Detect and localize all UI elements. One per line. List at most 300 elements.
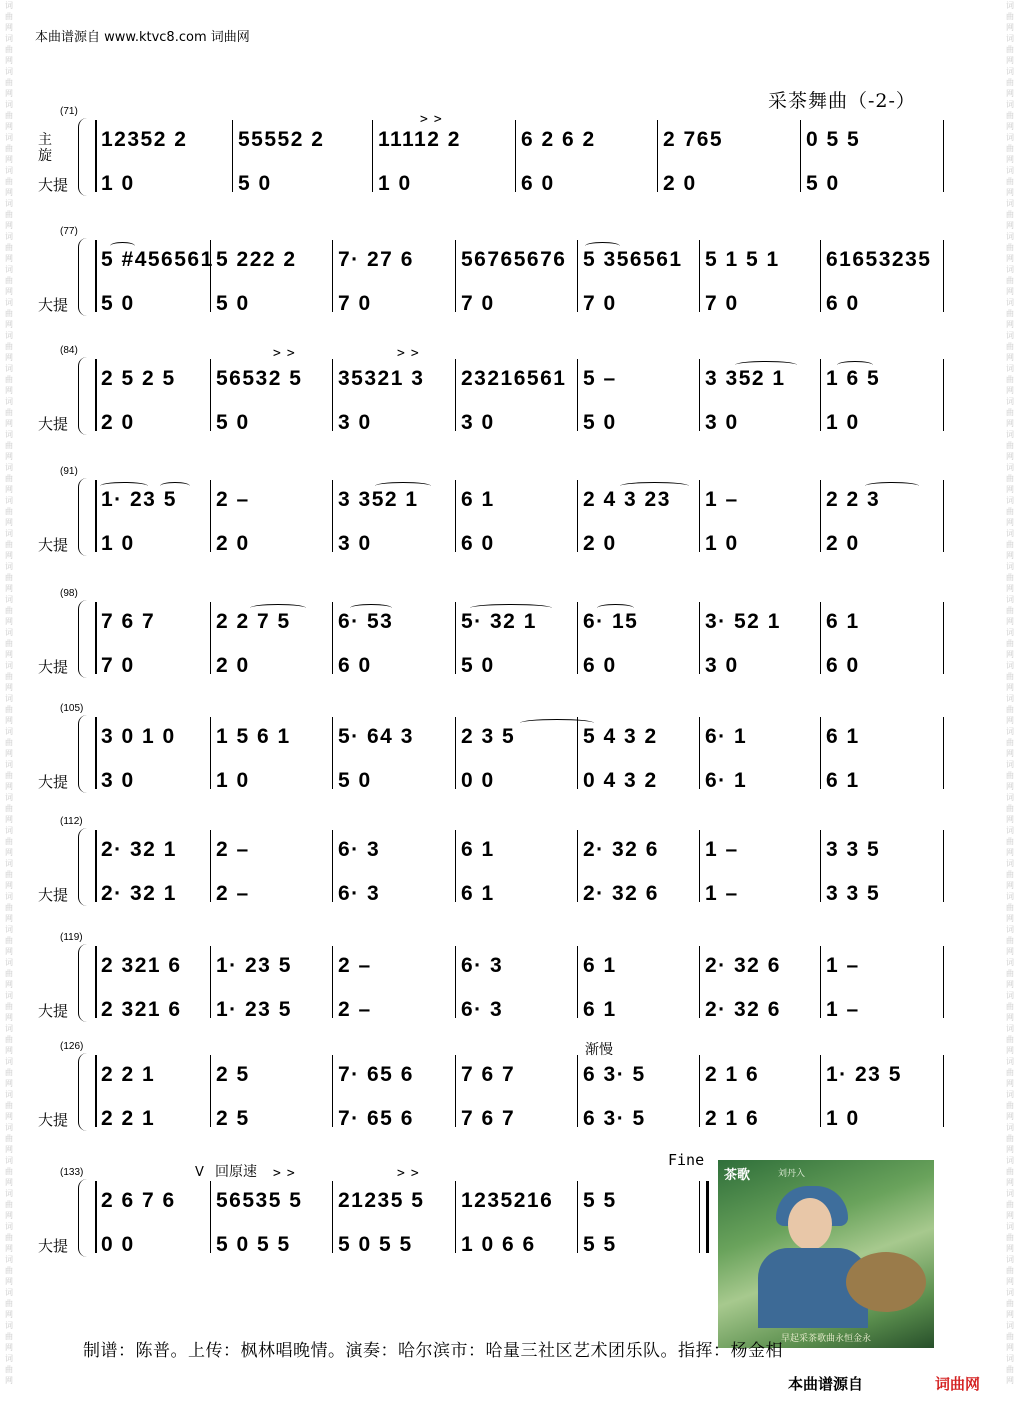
- watermark-glyph: 曲: [5, 1299, 13, 1308]
- melody-measure: 6· 3: [461, 954, 504, 977]
- slur-mark: [597, 604, 634, 612]
- system-brace: [78, 478, 87, 556]
- watermark-glyph: 曲: [1006, 1002, 1014, 1011]
- bass-measure: 2 2 1: [101, 1107, 156, 1130]
- watermark-glyph: 词: [5, 100, 13, 109]
- watermark-glyph: 网: [5, 1112, 13, 1121]
- melody-measure: 5· 64 3: [338, 725, 414, 748]
- watermark-glyph: 网: [1006, 155, 1014, 164]
- slur-mark: [110, 242, 135, 250]
- watermark-glyph: 曲: [5, 1101, 13, 1110]
- barline: [372, 120, 373, 192]
- barline: [943, 946, 944, 1018]
- barline: [577, 240, 578, 312]
- watermark-glyph: 词: [1006, 562, 1014, 571]
- watermark-glyph: 网: [5, 221, 13, 230]
- watermark-glyph: 网: [5, 716, 13, 725]
- watermark-glyph: 网: [5, 1178, 13, 1187]
- watermark-glyph: 词: [1006, 529, 1014, 538]
- barline: [455, 602, 456, 674]
- melody-measure: 0 5 5: [806, 128, 861, 151]
- melody-measure: 1· 23 5: [826, 1063, 902, 1086]
- watermark-glyph: 词: [5, 1090, 13, 1099]
- melody-measure: 7· 27 6: [338, 248, 414, 271]
- watermark-glyph: 曲: [5, 1332, 13, 1341]
- watermark-glyph: 曲: [1006, 210, 1014, 219]
- watermark-glyph: 词: [1006, 628, 1014, 637]
- score-system: [0, 1041, 1020, 1137]
- watermark-glyph: 词: [1006, 463, 1014, 472]
- barline: [699, 717, 700, 789]
- watermark-glyph: 词: [1006, 166, 1014, 175]
- watermark-glyph: 词: [1006, 859, 1014, 868]
- barline: [577, 946, 578, 1018]
- bass-measure: 6 1: [583, 998, 617, 1021]
- watermark-glyph: 网: [5, 1046, 13, 1055]
- watermark-glyph: 曲: [1006, 639, 1014, 648]
- watermark-glyph: 曲: [5, 12, 13, 21]
- melody-measure: 2 2 7 5: [216, 610, 291, 633]
- barline: [455, 717, 456, 789]
- watermark-glyph: 曲: [5, 45, 13, 54]
- photo-title: 茶歌: [724, 1168, 751, 1183]
- watermark-glyph: 网: [5, 23, 13, 32]
- score-system: [0, 466, 1020, 562]
- watermark-glyph: 曲: [1006, 936, 1014, 945]
- bass-measure: 5 0 5 5: [216, 1233, 291, 1256]
- measure-number: (105): [60, 703, 84, 714]
- watermark-glyph: 词: [5, 1057, 13, 1066]
- watermark-glyph: 曲: [5, 78, 13, 87]
- watermark-glyph: 网: [1006, 650, 1014, 659]
- melody-measure: 6 1: [461, 488, 495, 511]
- measure-number: (84): [60, 345, 78, 356]
- bass-measure: 3 0: [338, 411, 372, 434]
- measure-number: (133): [60, 1167, 84, 1178]
- watermark-glyph: 曲: [5, 507, 13, 516]
- barline: [943, 480, 944, 552]
- watermark-glyph: 词: [5, 265, 13, 274]
- score-system: [0, 106, 1020, 202]
- watermark-glyph: 曲: [1006, 111, 1014, 120]
- watermark-glyph: 曲: [1006, 705, 1014, 714]
- bass-measure: 1 0: [101, 532, 135, 555]
- measure-number: (77): [60, 226, 78, 237]
- melody-measure: 3· 52 1: [705, 610, 781, 633]
- watermark-glyph: 词: [5, 1189, 13, 1198]
- watermark-glyph: 网: [1006, 1112, 1014, 1121]
- watermark-glyph: 网: [5, 1013, 13, 1022]
- bass-part-label: 大提: [38, 1111, 69, 1129]
- bass-measure: 0 4 3 2: [583, 769, 658, 792]
- watermark-glyph: 网: [5, 122, 13, 131]
- watermark-glyph: 词: [1006, 430, 1014, 439]
- watermark-glyph: 词: [1006, 1156, 1014, 1165]
- watermark-glyph: 网: [1006, 353, 1014, 362]
- barline: [577, 480, 578, 552]
- watermark-glyph: 词: [1006, 1189, 1014, 1198]
- album-photo: [718, 1160, 934, 1348]
- measure-number: (98): [60, 588, 78, 599]
- barline: [943, 602, 944, 674]
- watermark-glyph: 词: [1006, 100, 1014, 109]
- watermark-glyph: 词: [1006, 1057, 1014, 1066]
- watermark-glyph: 曲: [1006, 738, 1014, 747]
- watermark-glyph: 网: [1006, 1343, 1014, 1352]
- bass-measure: 5 0 5 5: [338, 1233, 413, 1256]
- system-brace: [78, 1053, 87, 1131]
- watermark-glyph: 词: [5, 925, 13, 934]
- watermark-glyph: 曲: [1006, 474, 1014, 483]
- bass-measure: 2 321 6: [101, 998, 182, 1021]
- score-system: [0, 932, 1020, 1028]
- watermark-glyph: 网: [1006, 1145, 1014, 1154]
- melody-measure: 5 222 2: [216, 248, 297, 271]
- melody-measure: 7· 65 6: [338, 1063, 414, 1086]
- watermark-glyph: 网: [1006, 881, 1014, 890]
- barline: [95, 1181, 97, 1253]
- melody-measure: 2 2 3: [826, 488, 881, 511]
- watermark-glyph: 网: [1006, 188, 1014, 197]
- watermark-glyph: 网: [1006, 56, 1014, 65]
- bass-measure: 5 0: [101, 292, 135, 315]
- watermark-glyph: 曲: [1006, 309, 1014, 318]
- watermark-glyph: 词: [1006, 364, 1014, 373]
- watermark-glyph: 网: [1006, 1046, 1014, 1055]
- melody-measure: 2· 32 6: [583, 838, 659, 861]
- watermark-glyph: 曲: [1006, 78, 1014, 87]
- bass-measure: 0 0: [461, 769, 495, 792]
- watermark-glyph: 词: [1006, 1, 1014, 10]
- watermark-glyph: 词: [5, 892, 13, 901]
- watermark-glyph: 曲: [5, 903, 13, 912]
- melody-measure: 2 1 6: [705, 1063, 760, 1086]
- barline: [210, 1055, 211, 1127]
- barline: [95, 717, 97, 789]
- watermark-glyph: 曲: [5, 243, 13, 252]
- bass-measure: 2 0: [826, 532, 860, 555]
- melody-measure: 2 765: [663, 128, 724, 151]
- melody-measure: 1 5 6 1: [216, 725, 291, 748]
- slur-mark: [520, 719, 594, 727]
- barline: [455, 480, 456, 552]
- watermark-glyph: 词: [1006, 199, 1014, 208]
- watermark-glyph: 词: [5, 1, 13, 10]
- bass-measure: 1 0 6 6: [461, 1233, 536, 1256]
- photo-caption: 早起采茶歌曲永恒金永: [780, 1334, 871, 1344]
- watermark-glyph: 网: [1006, 254, 1014, 263]
- melody-measure: 56532 5: [216, 367, 303, 390]
- score-system: [0, 816, 1020, 912]
- barline: [455, 359, 456, 431]
- melody-measure: 56765676: [461, 248, 567, 271]
- watermark-glyph: 网: [5, 683, 13, 692]
- barline: [699, 602, 700, 674]
- watermark-glyph: 词: [1006, 397, 1014, 406]
- watermark-glyph: 曲: [5, 837, 13, 846]
- watermark-glyph: 网: [5, 1343, 13, 1352]
- barline: [210, 480, 211, 552]
- watermark-glyph: 曲: [1006, 672, 1014, 681]
- watermark-glyph: 曲: [5, 672, 13, 681]
- watermark-glyph: 词: [1006, 1024, 1014, 1033]
- watermark-glyph: 网: [5, 1244, 13, 1253]
- score-system: [0, 345, 1020, 441]
- barline: [455, 830, 456, 902]
- watermark-glyph: 曲: [5, 1266, 13, 1275]
- watermark-glyph: 词: [5, 1156, 13, 1165]
- bass-measure: 3 0: [338, 532, 372, 555]
- watermark-glyph: 曲: [5, 144, 13, 153]
- watermark-glyph: 网: [5, 914, 13, 923]
- watermark-glyph: 词: [5, 1321, 13, 1330]
- watermark-glyph: 曲: [5, 1068, 13, 1077]
- watermark-glyph: 词: [5, 1288, 13, 1297]
- barline: [943, 717, 944, 789]
- bass-measure: 0 0: [101, 1233, 135, 1256]
- barline: [455, 1055, 456, 1127]
- watermark-glyph: 网: [1006, 1310, 1014, 1319]
- watermark-glyph: 曲: [5, 342, 13, 351]
- bass-measure: 7 0: [461, 292, 495, 315]
- watermark-glyph: 网: [1006, 452, 1014, 461]
- barline: [95, 480, 97, 552]
- watermark-glyph: 网: [1006, 386, 1014, 395]
- system-brace: [78, 828, 87, 906]
- bass-measure: 2 –: [216, 882, 250, 905]
- barline: [699, 830, 700, 902]
- barline: [95, 240, 97, 312]
- watermark-glyph: 曲: [5, 1134, 13, 1143]
- slur-mark: [735, 361, 797, 369]
- bass-measure: 5 0: [583, 411, 617, 434]
- bass-measure: 6 0: [826, 654, 860, 677]
- melody-measure: 5 1 5 1: [705, 248, 780, 271]
- watermark-glyph: 词: [1006, 793, 1014, 802]
- watermark-glyph: 曲: [5, 1002, 13, 1011]
- watermark-glyph: 曲: [1006, 837, 1014, 846]
- accent-mark: >>: [420, 112, 448, 127]
- watermark-glyph: 曲: [1006, 1233, 1014, 1242]
- watermark-glyph: 曲: [1006, 276, 1014, 285]
- watermark-glyph: 曲: [5, 111, 13, 120]
- melody-measure: 6 1: [826, 725, 860, 748]
- watermark-glyph: 词: [5, 1024, 13, 1033]
- melody-measure: 6· 3: [338, 838, 381, 861]
- watermark-glyph: 曲: [5, 705, 13, 714]
- watermark-glyph: 网: [1006, 23, 1014, 32]
- barline: [455, 1181, 456, 1253]
- watermark-glyph: 曲: [1006, 441, 1014, 450]
- melody-measure: 1 –: [705, 488, 739, 511]
- watermark-glyph: 曲: [5, 1233, 13, 1242]
- footer-source-label: 本曲谱源自: [788, 1375, 864, 1393]
- melody-measure: 6 1: [826, 610, 860, 633]
- watermark-glyph: 网: [1006, 551, 1014, 560]
- watermark-glyph: 曲: [5, 276, 13, 285]
- watermark-glyph: 曲: [1006, 573, 1014, 582]
- system-brace: [78, 1179, 87, 1257]
- melody-measure: 5 –: [583, 367, 617, 390]
- bass-measure: 5 0: [806, 172, 840, 195]
- barline: [699, 946, 700, 1018]
- bass-measure: 5 0: [238, 172, 272, 195]
- bass-measure: 3 0: [705, 654, 739, 677]
- melody-measure: 35321 3: [338, 367, 425, 390]
- barline: [577, 830, 578, 902]
- barline: [699, 1055, 700, 1127]
- watermark-glyph: 曲: [1006, 1134, 1014, 1143]
- watermark-glyph: 网: [5, 947, 13, 956]
- barline: [820, 717, 821, 789]
- watermark-glyph: 网: [5, 254, 13, 263]
- measure-number: (126): [60, 1041, 84, 1052]
- barline: [943, 240, 944, 312]
- barline: [332, 602, 333, 674]
- watermark-glyph: 网: [1006, 749, 1014, 758]
- barline: [232, 120, 233, 192]
- watermark-glyph: 词: [1006, 727, 1014, 736]
- watermark-glyph: 词: [1006, 133, 1014, 142]
- bass-measure: 5 0: [461, 654, 495, 677]
- watermark-glyph: 词: [1006, 661, 1014, 670]
- melody-measure: 1 6 5: [826, 367, 881, 390]
- system-brace: [78, 357, 87, 435]
- barline: [577, 717, 578, 789]
- watermark-glyph: 词: [1006, 1255, 1014, 1264]
- watermark-glyph: 网: [5, 584, 13, 593]
- watermark-glyph: 网: [5, 881, 13, 890]
- bass-measure: 5 0: [338, 769, 372, 792]
- barline: [577, 359, 578, 431]
- melody-measure: 2 4 3 23: [583, 488, 671, 511]
- bass-measure: 5 0: [216, 411, 250, 434]
- bass-measure: 1 0: [705, 532, 739, 555]
- watermark-glyph: 曲: [1006, 606, 1014, 615]
- watermark-glyph: 曲: [5, 210, 13, 219]
- watermark-glyph: 网: [5, 1211, 13, 1220]
- melody-measure: 3 0 1 0: [101, 725, 176, 748]
- melody-measure: 1 –: [826, 954, 860, 977]
- melody-measure: 56535 5: [216, 1189, 303, 1212]
- bass-measure: 2 0: [216, 654, 250, 677]
- melody-measure: 5 #456561: [101, 248, 214, 271]
- watermark-glyph: 网: [5, 551, 13, 560]
- watermark-glyph: 曲: [1006, 1200, 1014, 1209]
- watermark-glyph: 词: [5, 661, 13, 670]
- photo-basket: [846, 1252, 926, 1312]
- melody-measure: 2 –: [216, 838, 250, 861]
- page-title: 采茶舞曲（-2-）: [768, 90, 916, 112]
- measure-number: (119): [60, 932, 83, 943]
- bass-part-label: 大提: [38, 886, 69, 904]
- melody-measure: 2 3 5: [461, 725, 516, 748]
- barline: [332, 480, 333, 552]
- watermark-glyph: 词: [5, 232, 13, 241]
- melody-measure: 3 3 5: [826, 838, 881, 861]
- bass-measure: 1· 23 5: [216, 998, 292, 1021]
- watermark-glyph: 网: [1006, 1244, 1014, 1253]
- watermark-glyph: 曲: [5, 474, 13, 483]
- watermark-glyph: 网: [1006, 1178, 1014, 1187]
- watermark-glyph: 词: [1006, 331, 1014, 340]
- credits-line: 制谱：陈普。上传：枫林唱晚情。演奏：哈尔滨市：哈量三社区艺术团乐队。指挥：杨金相: [83, 1341, 783, 1361]
- melody-part-label: 主旋: [38, 132, 52, 164]
- barline: [95, 120, 97, 192]
- watermark-glyph: 网: [1006, 782, 1014, 791]
- score-system: [0, 226, 1020, 322]
- bass-measure: 7 0: [705, 292, 739, 315]
- watermark-glyph: 曲: [1006, 408, 1014, 417]
- watermark-glyph: 曲: [1006, 1332, 1014, 1341]
- barline: [210, 830, 211, 902]
- barline: [332, 946, 333, 1018]
- melody-measure: 2 5: [216, 1063, 250, 1086]
- watermark-glyph: 网: [5, 848, 13, 857]
- watermark-glyph: 网: [1006, 848, 1014, 857]
- watermark-glyph: 网: [1006, 89, 1014, 98]
- watermark-glyph: 曲: [1006, 342, 1014, 351]
- final-barline: [699, 1181, 709, 1253]
- bass-part-label: 大提: [38, 1237, 69, 1255]
- watermark-glyph: 曲: [5, 771, 13, 780]
- barline: [455, 946, 456, 1018]
- source-header: 本曲谱源自 www.ktvc8.com 词曲网: [35, 30, 250, 45]
- watermark-glyph: 网: [5, 782, 13, 791]
- melody-measure: 5 4 3 2: [583, 725, 658, 748]
- bass-part-label: 大提: [38, 536, 69, 554]
- watermark-glyph: 词: [1006, 496, 1014, 505]
- bass-measure: 7 6 7: [461, 1107, 516, 1130]
- melody-measure: 3 352 1: [338, 488, 419, 511]
- slur-mark: [585, 242, 620, 250]
- watermark-glyph: 词: [5, 67, 13, 76]
- watermark-glyph: 网: [5, 56, 13, 65]
- watermark-glyph: 词: [5, 991, 13, 1000]
- bass-measure: 6 0: [521, 172, 555, 195]
- fine-marking: Fine: [668, 1151, 705, 1169]
- barline: [820, 480, 821, 552]
- melody-measure: 23216561: [461, 367, 567, 390]
- barline: [699, 240, 700, 312]
- melody-measure: 1· 23 5: [216, 954, 292, 977]
- barline: [332, 240, 333, 312]
- barline: [820, 240, 821, 312]
- accent-mark: >>: [397, 346, 425, 361]
- bass-measure: 2 0: [583, 532, 617, 555]
- watermark-glyph: 词: [5, 595, 13, 604]
- slur-mark: [160, 482, 190, 490]
- watermark-glyph: 网: [5, 155, 13, 164]
- barline: [820, 359, 821, 431]
- melody-measure: 5· 32 1: [461, 610, 537, 633]
- watermark-glyph: 网: [5, 485, 13, 494]
- bass-part-label: 大提: [38, 176, 69, 194]
- system-brace: [78, 238, 87, 316]
- photo-face: [788, 1198, 832, 1250]
- barline: [577, 1181, 578, 1253]
- melody-measure: 21235 5: [338, 1189, 425, 1212]
- watermark-glyph: 词: [5, 298, 13, 307]
- watermark-glyph: 曲: [5, 573, 13, 582]
- melody-measure: 2 2 1: [101, 1063, 156, 1086]
- watermark-glyph: 曲: [1006, 1167, 1014, 1176]
- watermark-glyph: 网: [1006, 419, 1014, 428]
- melody-measure: 2 321 6: [101, 954, 182, 977]
- bass-measure: 3 3 5: [826, 882, 881, 905]
- barline: [699, 359, 700, 431]
- watermark-glyph: 曲: [1006, 1101, 1014, 1110]
